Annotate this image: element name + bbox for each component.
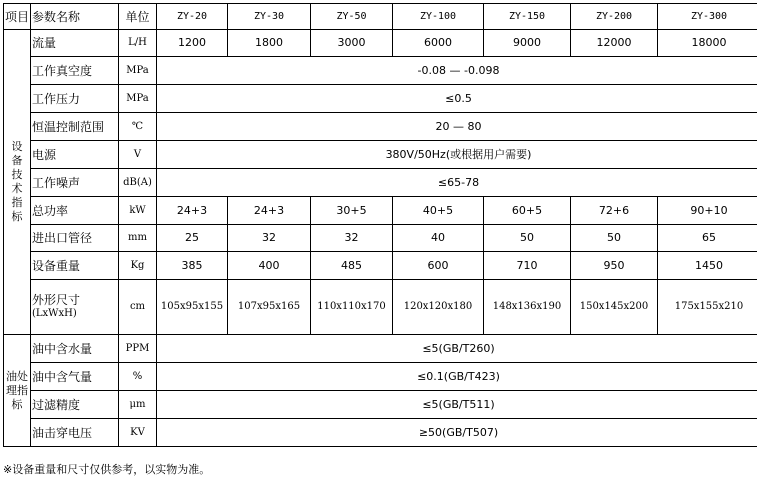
- header-model: ZY-20: [157, 4, 228, 30]
- param-name: 流量: [31, 30, 119, 57]
- param-unit: L/H: [119, 30, 157, 57]
- param-unit: MPa: [119, 85, 157, 113]
- value-cell: 385: [157, 252, 228, 280]
- header-unit: 单位: [119, 4, 157, 30]
- header-model: ZY-50: [311, 4, 393, 30]
- value-cell: 60+5: [484, 197, 571, 225]
- row-water: [4, 335, 757, 363]
- param-name: 过滤精度: [31, 391, 119, 419]
- param-unit: cm: [119, 280, 157, 335]
- value-cell: 65: [658, 225, 757, 252]
- value-cell: 950: [571, 252, 658, 280]
- param-name: 工作压力: [31, 85, 119, 113]
- value-cell: 1800: [228, 30, 311, 57]
- row-vacuum: [4, 57, 757, 85]
- footnote: ※设备重量和尺寸仅供参考，以实物为准。: [3, 463, 211, 476]
- param-name: 外形尺寸 (LxWxH): [31, 280, 119, 335]
- spec-table: [3, 3, 757, 447]
- value-cell: 40: [393, 225, 484, 252]
- row-noise: [4, 169, 757, 197]
- value-cell: 50: [484, 225, 571, 252]
- param-unit: kW: [119, 197, 157, 225]
- row-pressure: [4, 85, 757, 113]
- value-cell: 40+5: [393, 197, 484, 225]
- header-project: 项目: [4, 4, 31, 30]
- value-cell: ≤0.1(GB/T423): [157, 363, 757, 391]
- value-cell: 24+3: [157, 197, 228, 225]
- value-cell: 105x95x155: [157, 280, 228, 335]
- value-cell: 600: [393, 252, 484, 280]
- param-name: 工作真空度: [31, 57, 119, 85]
- row-breakdown: [4, 419, 757, 447]
- header-param: 参数名称: [31, 4, 119, 30]
- param-name: 油中含水量: [31, 335, 119, 363]
- value-cell: -0.08 — -0.098: [157, 57, 757, 85]
- value-cell: 72+6: [571, 197, 658, 225]
- param-unit: %: [119, 363, 157, 391]
- value-cell: 150x145x200: [571, 280, 658, 335]
- value-cell: 485: [311, 252, 393, 280]
- value-cell: 9000: [484, 30, 571, 57]
- row-temp: [4, 113, 757, 141]
- row-weight: [4, 252, 757, 280]
- value-cell: ≤5(GB/T511): [157, 391, 757, 419]
- group-oil-treatment: 油处 理指 标: [4, 335, 31, 447]
- value-cell: ≤65-78: [157, 169, 757, 197]
- param-unit: PPM: [119, 335, 157, 363]
- param-name: 工作噪声: [31, 169, 119, 197]
- value-cell: ≤5(GB/T260): [157, 335, 757, 363]
- value-cell: 25: [157, 225, 228, 252]
- value-cell: 120x120x180: [393, 280, 484, 335]
- param-unit: mm: [119, 225, 157, 252]
- value-cell: 107x95x165: [228, 280, 311, 335]
- row-pipe: [4, 225, 757, 252]
- row-flow: [4, 30, 757, 57]
- header-model: ZY-300: [658, 4, 757, 30]
- row-filter: [4, 391, 757, 419]
- param-name: 油击穿电压: [31, 419, 119, 447]
- param-name: 电源: [31, 141, 119, 169]
- group-equipment: 设 备 技 术 指 标: [4, 30, 31, 335]
- param-unit: ℃: [119, 113, 157, 141]
- param-name: 进出口管径: [31, 225, 119, 252]
- value-cell: 50: [571, 225, 658, 252]
- value-cell: 18000: [658, 30, 757, 57]
- header-model: ZY-30: [228, 4, 311, 30]
- header-model: ZY-150: [484, 4, 571, 30]
- header-row: [4, 4, 757, 30]
- param-unit: μm: [119, 391, 157, 419]
- row-power-supply: [4, 141, 757, 169]
- value-cell: 380V/50Hz(或根据用户需要): [157, 141, 757, 169]
- value-cell: 710: [484, 252, 571, 280]
- value-cell: 400: [228, 252, 311, 280]
- value-cell: 3000: [311, 30, 393, 57]
- value-cell: 24+3: [228, 197, 311, 225]
- param-unit: dB(A): [119, 169, 157, 197]
- param-unit: MPa: [119, 57, 157, 85]
- value-cell: ≥50(GB/T507): [157, 419, 757, 447]
- value-cell: 30+5: [311, 197, 393, 225]
- value-cell: 110x110x170: [311, 280, 393, 335]
- header-model: ZY-200: [571, 4, 658, 30]
- header-model: ZY-100: [393, 4, 484, 30]
- value-cell: 12000: [571, 30, 658, 57]
- param-unit: V: [119, 141, 157, 169]
- param-unit: KV: [119, 419, 157, 447]
- param-name: 油中含气量: [31, 363, 119, 391]
- value-cell: 6000: [393, 30, 484, 57]
- param-name: 总功率: [31, 197, 119, 225]
- value-cell: 90+10: [658, 197, 757, 225]
- value-cell: 175x155x210: [658, 280, 757, 335]
- row-total-power: [4, 197, 757, 225]
- row-size: [4, 280, 757, 335]
- value-cell: 32: [228, 225, 311, 252]
- row-gas: [4, 363, 757, 391]
- value-cell: 148x136x190: [484, 280, 571, 335]
- value-cell: 1450: [658, 252, 757, 280]
- value-cell: ≤0.5: [157, 85, 757, 113]
- param-unit: Kg: [119, 252, 157, 280]
- param-name: 设备重量: [31, 252, 119, 280]
- value-cell: 1200: [157, 30, 228, 57]
- value-cell: 32: [311, 225, 393, 252]
- value-cell: 20 — 80: [157, 113, 757, 141]
- param-name: 恒温控制范围: [31, 113, 119, 141]
